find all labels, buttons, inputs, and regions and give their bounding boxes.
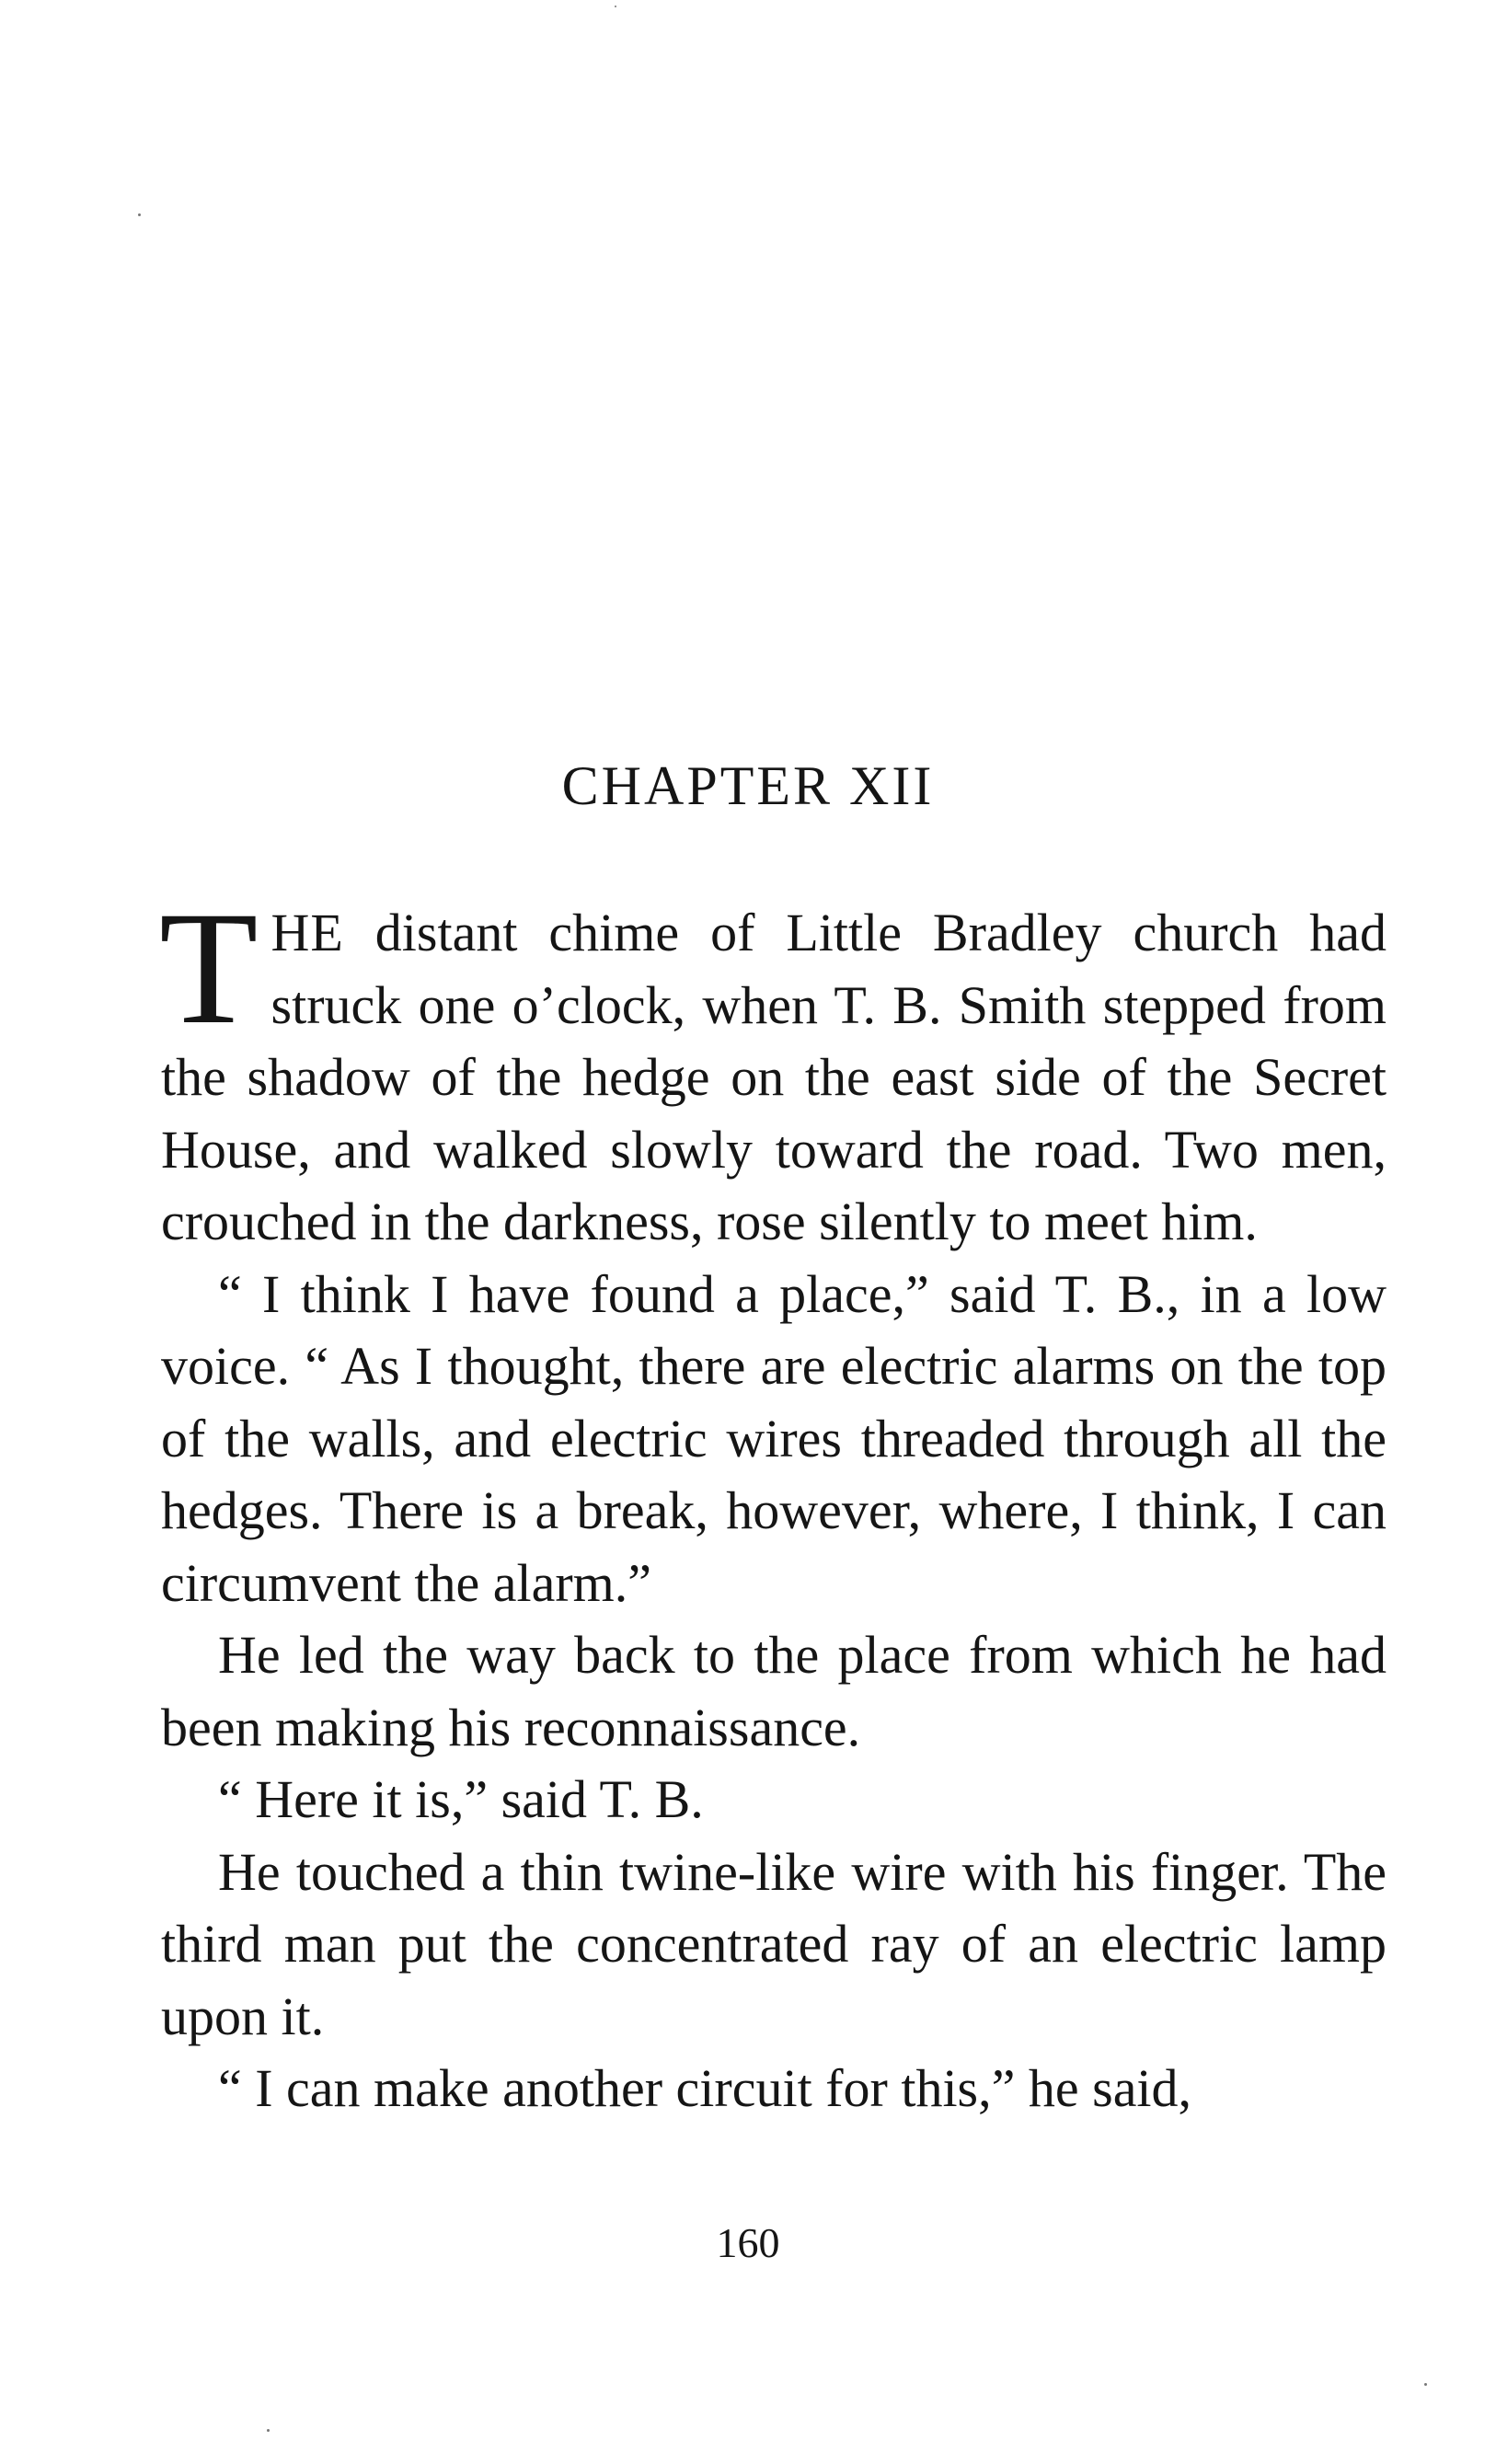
paragraph-2: “ I think I have found a place,” said T. B., in a low voice. “ As I thought, there are electric alarms on the top of the walls, and electric wires threaded through all the hedges. There is a break, however, where, I think, I can circumvent the alarm.”: [161, 1263, 1387, 1613]
paper-speck: [615, 6, 616, 7]
drop-cap-letter: T: [159, 879, 259, 1058]
chapter-title: CHAPTER XII: [561, 755, 935, 816]
paragraph-1-lead: HE: [270, 903, 344, 962]
paragraph-4: “ Here it is,” said T. B.: [218, 1769, 704, 1829]
paragraph-1-text: distant chime of Little Bradley church had struck one o’clock, when T. B. Smith stepped from the shadow of the hedge on the east side of the Secret House, and walked slowly toward the road. Two men, crouched in the darkness, rose silently to meet him.: [161, 903, 1387, 1251]
paper-speck: [1424, 2383, 1427, 2386]
paragraph-1: [159, 879, 1387, 1259]
page-number: 160: [716, 2219, 780, 2266]
paper-speck: [267, 2429, 270, 2432]
paragraph-3: He led the way back to the place from which he had been making his reconnaissance.: [161, 1625, 1387, 1757]
chapter-body: [159, 879, 1387, 2125]
paper-speck: [138, 213, 141, 216]
paragraph-6: “ I can make another circuit for this,” he said,: [218, 2058, 1192, 2118]
paragraph-5: He touched a thin twine-like wire with his finger. The third man put the concentrated ray of an electric lamp upon it.: [161, 1841, 1387, 2046]
